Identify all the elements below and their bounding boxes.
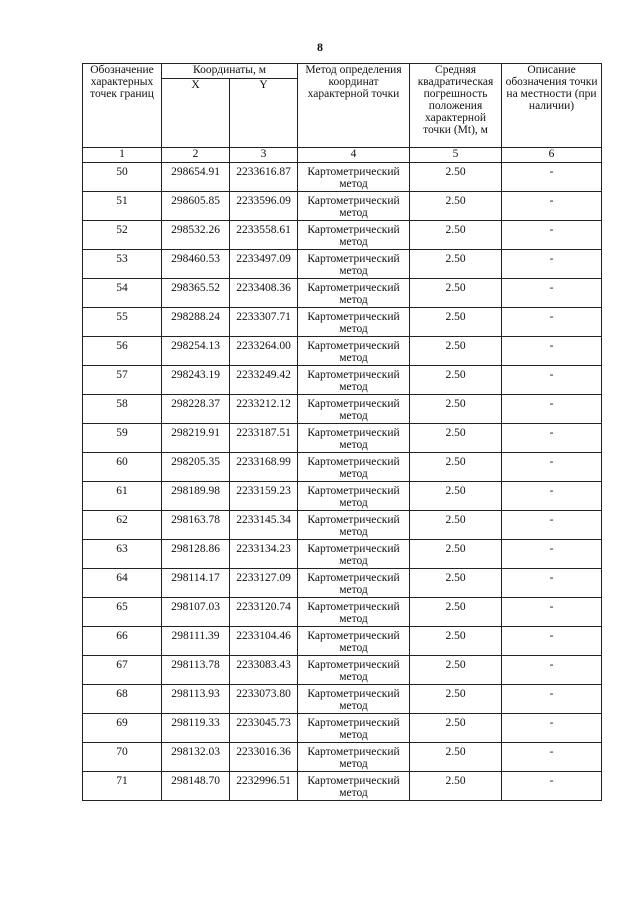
column-number-row [83,148,602,163]
x-coordinate-cell: 298128.86 [162,540,230,569]
description-cell: - [502,540,602,569]
table-row [83,627,602,656]
error-cell: 2.50 [410,192,502,221]
error-cell: 2.50 [410,743,502,772]
header-error: Средняя квадратическая погрешность положения характерной точки (Mt), м [410,64,502,148]
x-coordinate-cell: 298654.91 [162,163,230,192]
header-x: X [162,79,230,148]
header-designation: Обозначение характерных точек границ [83,64,162,148]
description-cell: - [502,163,602,192]
method-cell: Картометрический метод [298,366,410,395]
method-cell: Картометрический метод [298,540,410,569]
error-cell: 2.50 [410,366,502,395]
table-row [83,192,602,221]
table-row [83,337,602,366]
x-coordinate-cell: 298189.98 [162,482,230,511]
table-row [83,163,602,192]
point-id-cell: 55 [83,308,162,337]
error-cell: 2.50 [410,221,502,250]
error-cell: 2.50 [410,482,502,511]
point-id-cell: 66 [83,627,162,656]
description-cell: - [502,192,602,221]
table-body [83,163,602,801]
x-coordinate-cell: 298114.17 [162,569,230,598]
method-cell: Картометрический метод [298,685,410,714]
point-id-cell: 51 [83,192,162,221]
y-coordinate-cell: 2233083.43 [230,656,298,685]
method-cell: Картометрический метод [298,598,410,627]
point-id-cell: 68 [83,685,162,714]
error-cell: 2.50 [410,395,502,424]
y-coordinate-cell: 2233016.36 [230,743,298,772]
description-cell: - [502,569,602,598]
table-row [83,221,602,250]
description-cell: - [502,511,602,540]
point-id-cell: 67 [83,656,162,685]
point-id-cell: 57 [83,366,162,395]
error-cell: 2.50 [410,540,502,569]
x-coordinate-cell: 298365.52 [162,279,230,308]
point-id-cell: 69 [83,714,162,743]
y-coordinate-cell: 2233145.34 [230,511,298,540]
y-coordinate-cell: 2233497.09 [230,250,298,279]
method-cell: Картометрический метод [298,424,410,453]
point-id-cell: 59 [83,424,162,453]
y-coordinate-cell: 2233616.87 [230,163,298,192]
y-coordinate-cell: 2233187.51 [230,424,298,453]
table-row [83,250,602,279]
y-coordinate-cell: 2233127.09 [230,569,298,598]
x-coordinate-cell: 298219.91 [162,424,230,453]
x-coordinate-cell: 298532.26 [162,221,230,250]
description-cell: - [502,685,602,714]
error-cell: 2.50 [410,308,502,337]
coordinates-table [82,63,602,801]
point-id-cell: 50 [83,163,162,192]
description-cell: - [502,772,602,801]
table-row [83,511,602,540]
method-cell: Картометрический метод [298,308,410,337]
method-cell: Картометрический метод [298,482,410,511]
method-cell: Картометрический метод [298,395,410,424]
point-id-cell: 71 [83,772,162,801]
x-coordinate-cell: 298119.33 [162,714,230,743]
method-cell: Картометрический метод [298,221,410,250]
point-id-cell: 56 [83,337,162,366]
method-cell: Картометрический метод [298,250,410,279]
column-number: 5 [410,148,502,163]
table-row [83,598,602,627]
x-coordinate-cell: 298163.78 [162,511,230,540]
table-row [83,540,602,569]
x-coordinate-cell: 298111.39 [162,627,230,656]
point-id-cell: 52 [83,221,162,250]
x-coordinate-cell: 298228.37 [162,395,230,424]
x-coordinate-cell: 298243.19 [162,366,230,395]
table-row [83,395,602,424]
description-cell: - [502,308,602,337]
point-id-cell: 65 [83,598,162,627]
x-coordinate-cell: 298605.85 [162,192,230,221]
point-id-cell: 54 [83,279,162,308]
y-coordinate-cell: 2233045.73 [230,714,298,743]
x-coordinate-cell: 298107.03 [162,598,230,627]
column-number: 4 [298,148,410,163]
table-row [83,424,602,453]
description-cell: - [502,424,602,453]
header-coordinates: Координаты, м [162,64,298,79]
y-coordinate-cell: 2233120.74 [230,598,298,627]
description-cell: - [502,453,602,482]
x-coordinate-cell: 298113.93 [162,685,230,714]
error-cell: 2.50 [410,511,502,540]
y-coordinate-cell: 2233104.46 [230,627,298,656]
y-coordinate-cell: 2233596.09 [230,192,298,221]
y-coordinate-cell: 2233558.61 [230,221,298,250]
method-cell: Картометрический метод [298,569,410,598]
point-id-cell: 60 [83,453,162,482]
point-id-cell: 61 [83,482,162,511]
table-row [83,366,602,395]
method-cell: Картометрический метод [298,279,410,308]
description-cell: - [502,250,602,279]
x-coordinate-cell: 298132.03 [162,743,230,772]
x-coordinate-cell: 298254.13 [162,337,230,366]
method-cell: Картометрический метод [298,714,410,743]
error-cell: 2.50 [410,627,502,656]
description-cell: - [502,395,602,424]
description-cell: - [502,366,602,395]
error-cell: 2.50 [410,163,502,192]
error-cell: 2.50 [410,772,502,801]
error-cell: 2.50 [410,656,502,685]
table-row [83,743,602,772]
method-cell: Картометрический метод [298,656,410,685]
method-cell: Картометрический метод [298,163,410,192]
method-cell: Картометрический метод [298,511,410,540]
point-id-cell: 53 [83,250,162,279]
y-coordinate-cell: 2233264.00 [230,337,298,366]
error-cell: 2.50 [410,453,502,482]
description-cell: - [502,221,602,250]
x-coordinate-cell: 298148.70 [162,772,230,801]
table-row [83,714,602,743]
error-cell: 2.50 [410,424,502,453]
error-cell: 2.50 [410,337,502,366]
point-id-cell: 58 [83,395,162,424]
table-row [83,279,602,308]
column-number: 2 [162,148,230,163]
x-coordinate-cell: 298205.35 [162,453,230,482]
point-id-cell: 63 [83,540,162,569]
column-number: 1 [83,148,162,163]
column-number: 3 [230,148,298,163]
description-cell: - [502,337,602,366]
method-cell: Картометрический метод [298,627,410,656]
y-coordinate-cell: 2233249.42 [230,366,298,395]
method-cell: Картометрический метод [298,772,410,801]
point-id-cell: 70 [83,743,162,772]
y-coordinate-cell: 2233073.80 [230,685,298,714]
y-coordinate-cell: 2233134.23 [230,540,298,569]
error-cell: 2.50 [410,279,502,308]
table-row [83,482,602,511]
error-cell: 2.50 [410,714,502,743]
description-cell: - [502,656,602,685]
table-row [83,453,602,482]
column-number: 6 [502,148,602,163]
y-coordinate-cell: 2233159.23 [230,482,298,511]
description-cell: - [502,714,602,743]
method-cell: Картометрический метод [298,337,410,366]
description-cell: - [502,598,602,627]
table-row [83,772,602,801]
table-row [83,685,602,714]
y-coordinate-cell: 2233212.12 [230,395,298,424]
header-y: Y [230,79,298,148]
y-coordinate-cell: 2233408.36 [230,279,298,308]
error-cell: 2.50 [410,685,502,714]
error-cell: 2.50 [410,250,502,279]
x-coordinate-cell: 298460.53 [162,250,230,279]
table-row [83,308,602,337]
point-id-cell: 62 [83,511,162,540]
page-number: 8 [317,40,323,54]
description-cell: - [502,743,602,772]
header-method: Метод определения координат характерной точки [298,64,410,148]
method-cell: Картометрический метод [298,192,410,221]
method-cell: Картометрический метод [298,743,410,772]
header-description: Описание обозначения точки на местности (при наличии) [502,64,602,148]
y-coordinate-cell: 2233168.99 [230,453,298,482]
description-cell: - [502,482,602,511]
error-cell: 2.50 [410,569,502,598]
table-row [83,656,602,685]
error-cell: 2.50 [410,598,502,627]
y-coordinate-cell: 2233307.71 [230,308,298,337]
x-coordinate-cell: 298288.24 [162,308,230,337]
point-id-cell: 64 [83,569,162,598]
description-cell: - [502,627,602,656]
y-coordinate-cell: 2232996.51 [230,772,298,801]
method-cell: Картометрический метод [298,453,410,482]
table-row [83,569,602,598]
description-cell: - [502,279,602,308]
x-coordinate-cell: 298113.78 [162,656,230,685]
